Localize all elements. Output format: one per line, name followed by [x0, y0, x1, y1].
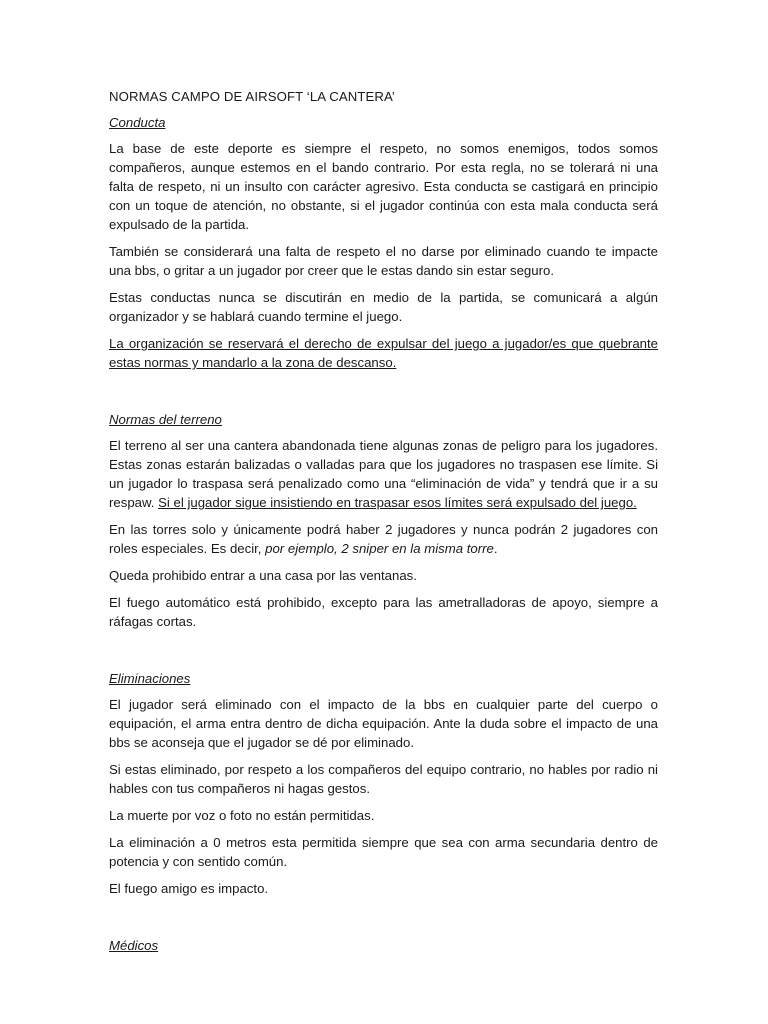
- conducta-paragraph-3: Estas conductas nunca se discutirán en medio de la partida, se comunicará a algún organizador y se hablará cuando termine el juego.: [109, 290, 658, 324]
- section-heading-eliminaciones: Eliminaciones: [109, 671, 191, 686]
- section-spacer: [109, 906, 658, 936]
- section-spacer: [109, 380, 658, 410]
- terreno-paragraph-2-italic: por ejemplo, 2 sniper en la misma torre: [265, 541, 494, 556]
- terreno-paragraph-1-underlined: Si el jugador sigue insistiendo en traspasar esos límites será expulsado del juego.: [158, 495, 637, 510]
- terreno-paragraph-2: [109, 520, 658, 558]
- eliminaciones-paragraph-1: El jugador será eliminado con el impacto de la bbs en cualquier parte del cuerpo o equipación, el arma entra dentro de dicha equipación. Ante la duda sobre el impacto de una bbs se aconseja que el jugador se dé por eliminado.: [109, 697, 658, 750]
- section-heading-medicos: Médicos: [109, 938, 159, 953]
- eliminaciones-paragraph-4: La eliminación a 0 metros esta permitida siempre que sea con arma secundaria dentro de potencia y con sentido común.: [109, 835, 658, 869]
- document-page: [109, 87, 658, 962]
- document-title: NORMAS CAMPO DE AIRSOFT ‘LA CANTERA’: [109, 89, 395, 104]
- eliminaciones-paragraph-2: Si estas eliminado, por respeto a los compañeros del equipo contrario, no hables por radio ni hables con tus compañeros ni hagas gestos.: [109, 762, 658, 796]
- section-heading-terreno: Normas del terreno: [109, 412, 222, 427]
- terreno-paragraph-2-text: En las torres solo y únicamente podrá haber 2 jugadores y nunca podrán 2 jugadores con roles especiales. Es decir,: [109, 522, 658, 556]
- terreno-paragraph-1-text: El terreno al ser una cantera abandonada tiene algunas zonas de peligro para los jugadores. Estas zonas estarán balizadas o valladas para que los jugadores no traspasen ese límite. Si un jugador lo traspasa será penalizado como una “eliminación de vida” y tendrá que ir a su respaw.: [109, 438, 658, 510]
- section-spacer: [109, 639, 658, 669]
- terreno-paragraph-4: El fuego automático está prohibido, excepto para las ametralladoras de apoyo, siempre a ráfagas cortas.: [109, 595, 658, 629]
- terreno-paragraph-1: [109, 436, 658, 512]
- eliminaciones-paragraph-5: El fuego amigo es impacto.: [109, 881, 269, 896]
- conducta-paragraph-1: La base de este deporte es siempre el respeto, no somos enemigos, todos somos compañeros, aunque estemos en el bando contrario. Por esta regla, no se tolerará ni una falta de respeto, ni un insulto con carácter agresivo. Esta conducta se castigará en principio con un toque de atención, no obstante, si el jugador continúa con esta mala conducta será expulsado de la partida.: [109, 141, 658, 232]
- terreno-paragraph-3: Queda prohibido entrar a una casa por las ventanas.: [109, 568, 417, 583]
- terreno-paragraph-2-end: .: [493, 541, 498, 556]
- conducta-paragraph-2: También se considerará una falta de respeto el no darse por eliminado cuando te impacte una bbs, o gritar a un jugador por creer que le estas dando sin estar seguro.: [109, 244, 658, 278]
- section-heading-conducta: Conducta: [109, 115, 166, 130]
- eliminaciones-paragraph-3: La muerte por voz o foto no están permitidas.: [109, 808, 375, 823]
- conducta-paragraph-4: La organización se reservará el derecho de expulsar del juego a jugador/es que quebrante estas normas y mandarlo a la zona de descanso.: [109, 336, 658, 370]
